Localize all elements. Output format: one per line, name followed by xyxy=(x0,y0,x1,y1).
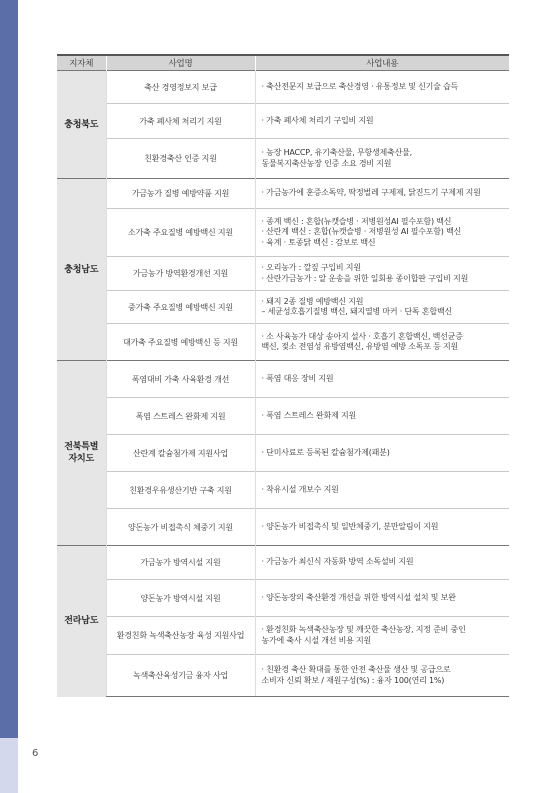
description-line: · 폭염 대응 장비 지원 xyxy=(261,373,334,383)
business-name: 친환경우유생산기반 구축 지원 xyxy=(106,472,255,509)
region-name: 전북특별 xyxy=(64,442,99,452)
table-row xyxy=(57,139,509,179)
description-line: · 산란계 백신 : 혼합(뉴캣슬병 · 저병원성 AI 필수포함) 백신 xyxy=(261,227,462,237)
region-cell xyxy=(57,179,106,361)
header-region: 지자체 xyxy=(57,55,106,71)
table-row xyxy=(57,546,509,580)
business-description xyxy=(255,655,509,697)
business-name: 소가축 주요질병 예방백신 지원 xyxy=(106,209,255,257)
description-line: · 착유시설 개보수 지원 xyxy=(261,484,339,494)
business-description xyxy=(255,291,509,324)
table-row xyxy=(57,398,509,435)
business-name: 친환경축산 인증 지원 xyxy=(106,139,255,179)
business-description xyxy=(255,435,509,472)
description-line: · 친환경 축산 확대를 통한 안전 축산물 생산 및 공급으로 xyxy=(261,665,451,674)
business-description xyxy=(255,139,509,179)
description-line: · 오리농가 : 깔짚 구입비 지원 xyxy=(261,263,361,272)
business-description xyxy=(255,398,509,435)
table-row xyxy=(57,435,509,472)
business-name: 대가축 주요질병 예방백신 등 지원 xyxy=(106,324,255,361)
table-row xyxy=(57,655,509,697)
description-line: · 폭염 스트레스 완화제 지원 xyxy=(261,410,357,420)
business-description xyxy=(255,546,509,580)
table-header xyxy=(57,55,509,71)
business-name: 가금농가 방역시설 지원 xyxy=(106,546,255,580)
table-row xyxy=(57,617,509,655)
business-description xyxy=(255,509,509,546)
business-name: 환경친화 녹색축산농장 육성 지원사업 xyxy=(106,617,255,655)
region-cell xyxy=(57,361,106,546)
business-name: 축산 경영정보지 보급 xyxy=(106,71,255,104)
business-description xyxy=(255,209,509,257)
side-accent-bar xyxy=(0,0,18,793)
table-body xyxy=(57,71,509,697)
business-name: 산란계 칼슘첨가제 지원사업 xyxy=(106,435,255,472)
region-cell xyxy=(57,546,106,697)
table-row xyxy=(57,509,509,546)
description-line: · 육계 · 토종닭 백신 : 감보로 백신 xyxy=(261,237,376,247)
business-description xyxy=(255,179,509,209)
business-name: 중가축 주요질병 예방백신 지원 xyxy=(106,291,255,324)
description-line: · 단미사료로 등록된 칼슘첨가제(패분) xyxy=(261,447,390,457)
header-business: 사업명 xyxy=(106,55,255,71)
business-description xyxy=(255,257,509,291)
description-line: · 산란가금농가 : 알 운송을 위한 일회용 종이합판 구입비 지원 xyxy=(261,273,469,283)
description-line: 백신, 젖소 전염성 유방염백신, 유방염 예방 소독포 등 지원 xyxy=(261,342,459,351)
table-row xyxy=(57,580,509,617)
description-line: · 돼지 2종 질병 예방백신 지원 xyxy=(261,296,364,306)
description-line: · 농장 HACCP, 유기축산물, 무항생제축산물, xyxy=(261,148,412,157)
region-name: 충청남도 xyxy=(64,264,99,275)
business-name: 가금농가 질병 예방약품 지원 xyxy=(106,179,255,209)
header-description: 사업내용 xyxy=(255,55,509,71)
description-line: · 양돈농가 비접촉식 및 일반체중기, 분만알림이 지원 xyxy=(261,521,439,531)
business-description xyxy=(255,71,509,104)
business-description xyxy=(255,617,509,655)
description-line: · 가금농가에 훈증소독약, 딱정벌레 구제제, 닭진드기 구제제 지원 xyxy=(261,188,481,198)
description-line: · 가축 폐사체 처리기 구입비 지원 xyxy=(261,115,374,125)
business-description xyxy=(255,472,509,509)
description-line: · 환경친화 녹색축산농장 및 깨끗한 축산농장, 지정 준비 중인 xyxy=(261,625,466,634)
table-row xyxy=(57,291,509,324)
description-line: · 가금농가 최신식 자동화 방역 소독설비 지원 xyxy=(261,557,414,567)
description-line: · 소 사육농가 대상 송아지 설사 · 호흡기 혼합백신, 백선균증 xyxy=(261,331,463,341)
description-line: 농가에 축사 시설 개선 비용 지원 xyxy=(261,635,372,645)
table-row xyxy=(57,104,509,139)
table-row xyxy=(57,257,509,291)
description-line: – 세균성호흡기질병 백신, 돼지열병 마커 · 단독 혼합백신 xyxy=(261,307,453,316)
business-description xyxy=(255,361,509,398)
table-row xyxy=(57,472,509,509)
description-line: · 양돈농장의 축산환경 개선을 위한 방역시설 설치 및 보완 xyxy=(261,592,456,602)
business-name: 가축 폐사체 처리기 지원 xyxy=(106,104,255,139)
business-name: 녹색축산육성기금 융자 사업 xyxy=(106,655,255,697)
region-name: 전라남도 xyxy=(64,616,99,627)
business-name: 양돈농가 방역시설 지원 xyxy=(106,580,255,617)
region-name: 자치도 xyxy=(68,454,94,464)
description-line: · 축산전문지 보급으로 축산경영 · 유통정보 및 신기술 습득 xyxy=(261,81,459,91)
side-accent-bar-bottom xyxy=(0,738,18,793)
description-line: 소비자 신뢰 확보 / 재원구성(%) : 융자 100(연리 1%) xyxy=(261,675,445,685)
table-row xyxy=(57,179,509,209)
business-name: 폭염 스트레스 완화제 지원 xyxy=(106,398,255,435)
business-description xyxy=(255,580,509,617)
description-line: 동물복지축산농장 인증 소요 경비 지원 xyxy=(261,158,392,168)
business-description xyxy=(255,324,509,361)
business-name: 폭염대비 가축 사육환경 개선 xyxy=(106,361,255,398)
description-line: · 종계 백신 : 혼합(뉴캣슬병 · 저병원성AI 필수포함) 백신 xyxy=(261,216,452,226)
business-name: 양돈농가 비접촉식 체중기 지원 xyxy=(106,509,255,546)
table-row xyxy=(57,324,509,361)
region-name: 충청북도 xyxy=(64,119,99,130)
program-table xyxy=(57,54,509,697)
table-row xyxy=(57,361,509,398)
table-row xyxy=(57,71,509,104)
page-number: 6 xyxy=(32,748,39,759)
business-name: 가금농가 방역환경개선 지원 xyxy=(106,257,255,291)
business-description xyxy=(255,104,509,139)
table-row xyxy=(57,209,509,257)
region-cell xyxy=(57,71,106,179)
